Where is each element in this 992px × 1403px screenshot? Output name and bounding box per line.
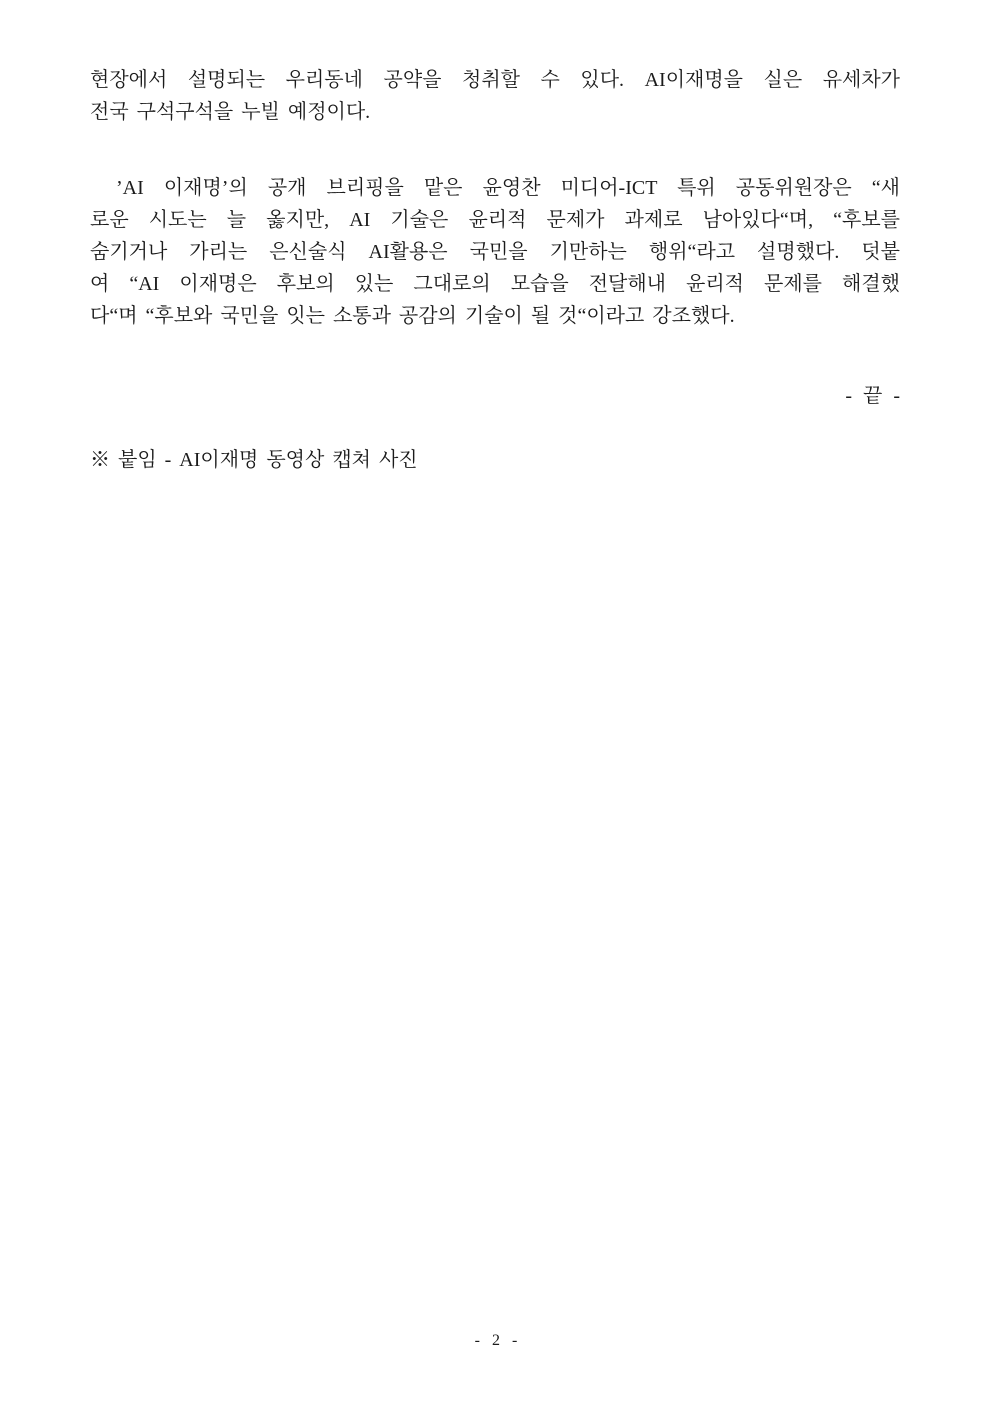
end-marker: - 끝 - — [845, 385, 900, 407]
paragraph-1-line-2: 전국 구석구석을 누빌 예정이다. — [90, 101, 371, 123]
paragraph-1 — [90, 64, 900, 128]
paragraph-2 — [90, 172, 900, 332]
attachment-note: ※ 붙임 - AI이재명 동영상 캡쳐 사진 — [90, 449, 418, 471]
paragraph-2-line-5: 다“며 “후보와 국민을 잇는 소통과 공감의 기술이 될 것“이라고 강조했다. — [90, 305, 735, 327]
paragraph-2-line-4: 여 “AI 이재명은 후보의 있는 그대로의 모습을 전달해내 윤리적 문제를 해결했 — [90, 273, 900, 295]
paragraph-2-line-2: 로운 시도는 늘 옳지만, AI 기술은 윤리적 문제가 과제로 남아있다“며, “후보를 — [90, 209, 900, 231]
page-number: - 2 - — [474, 1332, 518, 1349]
paragraph-2-line-1: ’AI 이재명’의 공개 브리핑을 맡은 윤영찬 미디어-ICT 특위 공동위원장은 “새 — [116, 177, 900, 199]
paragraph-2-line-3: 숨기거나 가리는 은신술식 AI활용은 국민을 기만하는 행위“라고 설명했다. 덧붙 — [90, 241, 900, 263]
paragraph-1-line-1: 현장에서 설명되는 우리동네 공약을 청취할 수 있다. AI이재명을 실은 유세차가 — [90, 69, 900, 91]
document-body — [90, 64, 900, 476]
